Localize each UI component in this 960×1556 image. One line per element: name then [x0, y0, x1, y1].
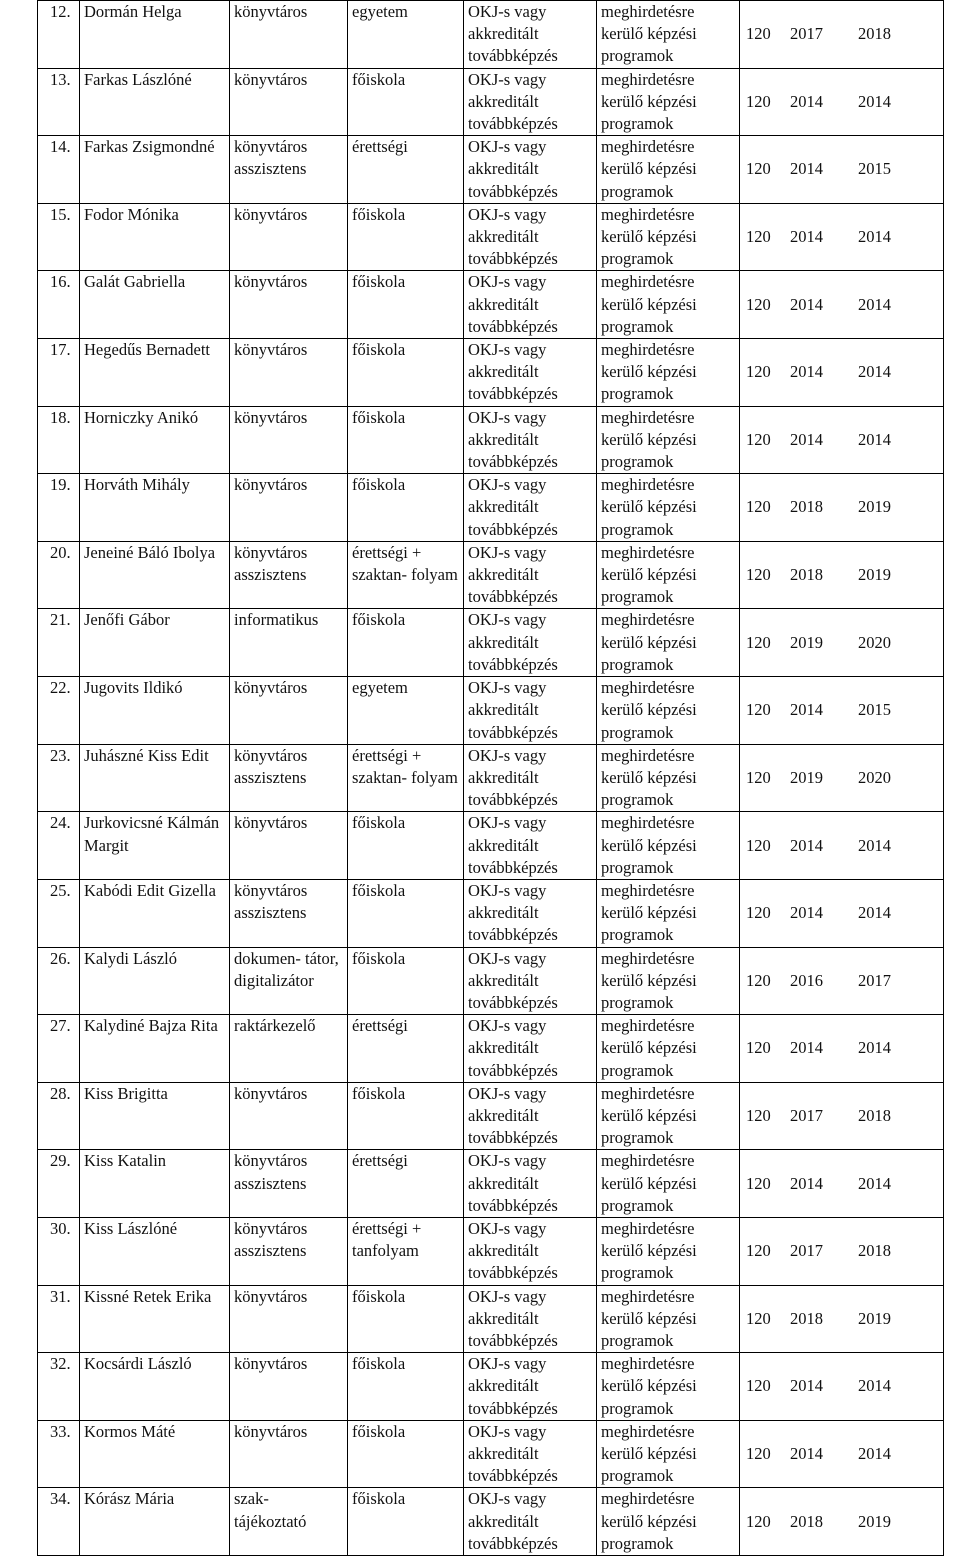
hours: 120: [746, 159, 771, 179]
employee-name: Kalydi László: [80, 947, 230, 1015]
employee-name: Farkas Lászlóné: [80, 68, 230, 136]
table-row: [38, 879, 944, 947]
education-level: főiskola: [348, 879, 464, 947]
program-type: meghirdetésre kerülő képzési programok: [597, 406, 740, 474]
row-number: 32.: [38, 1353, 80, 1421]
employee-name: Jurkovicsné Kálmán Margit: [80, 812, 230, 880]
hours: 120: [746, 497, 771, 517]
end-year: 2018: [858, 1105, 891, 1125]
training-type: OKJ-s vagy akkreditált továbbképzés: [464, 1150, 597, 1218]
start-year: 2014: [790, 1444, 823, 1463]
education-level: főiskola: [348, 271, 464, 339]
training-type: OKJ-s vagy akkreditált továbbképzés: [464, 1082, 597, 1150]
program-type: meghirdetésre kerülő képzési programok: [597, 203, 740, 271]
employee-name: Horváth Mihály: [80, 474, 230, 542]
end-year: 2014: [858, 1173, 891, 1193]
program-type: meghirdetésre kerülő képzési programok: [597, 1217, 740, 1285]
start-year: 2014: [790, 1376, 823, 1396]
row-number: 28.: [38, 1082, 80, 1150]
hours: 120: [746, 632, 771, 652]
hours: 120: [746, 767, 771, 787]
start-year: 2014: [790, 227, 823, 247]
education-level: főiskola: [348, 812, 464, 880]
start-year: 2014: [790, 91, 823, 111]
training-values: [740, 1217, 944, 1285]
job-title: könyvtáros: [230, 1082, 348, 1150]
education-level: főiskola: [348, 1285, 464, 1353]
start-year: 2014: [790, 159, 823, 179]
staff-training-table: [37, 0, 944, 1556]
education-level: főiskola: [348, 1488, 464, 1556]
employee-name: Kiss Katalin: [80, 1150, 230, 1218]
training-type: OKJ-s vagy akkreditált továbbképzés: [464, 1015, 597, 1083]
job-title: könyvtáros asszisztens: [230, 1217, 348, 1285]
job-title: dokumen- tátor, digitalizátor: [230, 947, 348, 1015]
training-type: OKJ-s vagy akkreditált továbbképzés: [464, 474, 597, 542]
employee-name: Horniczky Anikó: [80, 406, 230, 474]
employee-name: Kiss Lászlóné: [80, 1217, 230, 1285]
row-number: 24.: [38, 812, 80, 880]
hours: 120: [746, 835, 771, 855]
table-row: [38, 1420, 944, 1488]
training-values: [740, 1, 944, 69]
training-values: [740, 677, 944, 745]
hours: 120: [746, 24, 771, 44]
training-values: [740, 1353, 944, 1421]
table-row: [38, 1015, 944, 1083]
end-year: 2014: [858, 227, 891, 247]
hours: 120: [746, 91, 771, 111]
program-type: meghirdetésre kerülő képzési programok: [597, 68, 740, 136]
training-type: OKJ-s vagy akkreditált továbbképzés: [464, 68, 597, 136]
end-year: 2014: [858, 835, 891, 855]
table-row: [38, 1353, 944, 1421]
end-year: 2014: [858, 903, 891, 923]
employee-name: Kiss Brigitta: [80, 1082, 230, 1150]
job-title: könyvtáros: [230, 474, 348, 542]
job-title: könyvtáros asszisztens: [230, 879, 348, 947]
program-type: meghirdetésre kerülő képzési programok: [597, 1082, 740, 1150]
end-year: 2019: [858, 1511, 891, 1531]
training-values: [740, 1150, 944, 1218]
row-number: 18.: [38, 406, 80, 474]
job-title: könyvtáros: [230, 1420, 348, 1488]
program-type: meghirdetésre kerülő képzési programok: [597, 1420, 740, 1488]
employee-name: Kalydiné Bajza Rita: [80, 1015, 230, 1083]
end-year: 2014: [858, 294, 891, 314]
employee-name: Juhászné Kiss Edit: [80, 744, 230, 812]
row-number: 30.: [38, 1217, 80, 1285]
training-type: OKJ-s vagy akkreditált továbbképzés: [464, 677, 597, 745]
training-type: OKJ-s vagy akkreditált továbbképzés: [464, 136, 597, 204]
hours: 120: [746, 903, 771, 923]
row-number: 21.: [38, 609, 80, 677]
education-level: érettségi: [348, 1150, 464, 1218]
start-year: 2016: [790, 970, 823, 990]
table-row: [38, 1217, 944, 1285]
row-number: 13.: [38, 68, 80, 136]
hours: 120: [746, 1038, 771, 1058]
training-values: [740, 474, 944, 542]
education-level: főiskola: [348, 406, 464, 474]
job-title: könyvtáros: [230, 68, 348, 136]
job-title: könyvtáros: [230, 339, 348, 407]
start-year: 2018: [790, 1511, 823, 1531]
training-type: OKJ-s vagy akkreditált továbbképzés: [464, 203, 597, 271]
hours: 120: [746, 565, 771, 585]
program-type: meghirdetésre kerülő képzési programok: [597, 1285, 740, 1353]
training-type: OKJ-s vagy akkreditált továbbképzés: [464, 812, 597, 880]
job-title: szak- tájékoztató: [230, 1488, 348, 1556]
training-values: [740, 1285, 944, 1353]
job-title: könyvtáros asszisztens: [230, 541, 348, 609]
end-year: 2020: [858, 632, 891, 652]
table-row: [38, 812, 944, 880]
row-number: 31.: [38, 1285, 80, 1353]
training-values: [740, 339, 944, 407]
training-values: [740, 609, 944, 677]
education-level: főiskola: [348, 609, 464, 677]
end-year: 2014: [858, 362, 891, 382]
end-year: 2017: [858, 970, 891, 990]
employee-name: Farkas Zsigmondné: [80, 136, 230, 204]
table-row: [38, 406, 944, 474]
end-year: 2018: [858, 1241, 891, 1261]
education-level: főiskola: [348, 1082, 464, 1150]
table-row: [38, 1150, 944, 1218]
job-title: könyvtáros asszisztens: [230, 1150, 348, 1218]
start-year: 2018: [790, 1308, 823, 1328]
table-row: [38, 339, 944, 407]
employee-name: Hegedűs Bernadett: [80, 339, 230, 407]
program-type: meghirdetésre kerülő képzési programok: [597, 1015, 740, 1083]
program-type: meghirdetésre kerülő képzési programok: [597, 744, 740, 812]
hours: 120: [746, 1308, 771, 1328]
program-type: meghirdetésre kerülő képzési programok: [597, 1488, 740, 1556]
table-row: [38, 271, 944, 339]
education-level: érettségi: [348, 1015, 464, 1083]
end-year: 2014: [858, 1444, 891, 1463]
start-year: 2018: [790, 497, 823, 517]
program-type: meghirdetésre kerülő képzési programok: [597, 271, 740, 339]
end-year: 2019: [858, 565, 891, 585]
program-type: meghirdetésre kerülő képzési programok: [597, 1, 740, 69]
end-year: 2014: [858, 1376, 891, 1396]
employee-name: Kormos Máté: [80, 1420, 230, 1488]
training-values: [740, 1420, 944, 1488]
hours: 120: [746, 1173, 771, 1193]
training-values: [740, 203, 944, 271]
start-year: 2017: [790, 1105, 823, 1125]
table-row: [38, 947, 944, 1015]
start-year: 2014: [790, 1038, 823, 1058]
table-row: [38, 1488, 944, 1556]
start-year: 2014: [790, 1173, 823, 1193]
training-type: OKJ-s vagy akkreditált továbbképzés: [464, 1488, 597, 1556]
hours: 120: [746, 429, 771, 449]
training-values: [740, 406, 944, 474]
hours: 120: [746, 700, 771, 720]
education-level: főiskola: [348, 68, 464, 136]
row-number: 29.: [38, 1150, 80, 1218]
employee-name: Fodor Mónika: [80, 203, 230, 271]
training-type: OKJ-s vagy akkreditált továbbképzés: [464, 744, 597, 812]
hours: 120: [746, 1105, 771, 1125]
education-level: egyetem: [348, 677, 464, 745]
education-level: érettségi + tanfolyam: [348, 1217, 464, 1285]
job-title: könyvtáros: [230, 1285, 348, 1353]
training-type: OKJ-s vagy akkreditált továbbképzés: [464, 1285, 597, 1353]
hours: 120: [746, 1241, 771, 1261]
employee-name: Jenőfi Gábor: [80, 609, 230, 677]
training-type: OKJ-s vagy akkreditált továbbképzés: [464, 339, 597, 407]
education-level: főiskola: [348, 1353, 464, 1421]
program-type: meghirdetésre kerülő képzési programok: [597, 609, 740, 677]
training-values: [740, 68, 944, 136]
job-title: könyvtáros: [230, 271, 348, 339]
row-number: 23.: [38, 744, 80, 812]
table-row: [38, 1082, 944, 1150]
start-year: 2014: [790, 700, 823, 720]
row-number: 25.: [38, 879, 80, 947]
training-values: [740, 1082, 944, 1150]
training-values: [740, 541, 944, 609]
education-level: érettségi + szaktan- folyam: [348, 541, 464, 609]
start-year: 2014: [790, 429, 823, 449]
training-type: OKJ-s vagy akkreditált továbbképzés: [464, 947, 597, 1015]
training-type: OKJ-s vagy akkreditált továbbképzés: [464, 406, 597, 474]
education-level: főiskola: [348, 474, 464, 542]
program-type: meghirdetésre kerülő képzési programok: [597, 541, 740, 609]
training-values: [740, 1015, 944, 1083]
start-year: 2019: [790, 767, 823, 787]
job-title: könyvtáros asszisztens: [230, 136, 348, 204]
start-year: 2014: [790, 294, 823, 314]
training-type: OKJ-s vagy akkreditált továbbképzés: [464, 1, 597, 69]
education-level: főiskola: [348, 947, 464, 1015]
end-year: 2018: [858, 24, 891, 44]
start-year: 2014: [790, 835, 823, 855]
start-year: 2014: [790, 362, 823, 382]
table-row: [38, 609, 944, 677]
start-year: 2017: [790, 1241, 823, 1261]
start-year: 2017: [790, 24, 823, 44]
education-level: főiskola: [348, 203, 464, 271]
program-type: meghirdetésre kerülő képzési programok: [597, 677, 740, 745]
end-year: 2020: [858, 767, 891, 787]
row-number: 15.: [38, 203, 80, 271]
start-year: 2019: [790, 632, 823, 652]
table-row: [38, 541, 944, 609]
end-year: 2019: [858, 1308, 891, 1328]
training-type: OKJ-s vagy akkreditált továbbképzés: [464, 609, 597, 677]
employee-name: Jugovits Ildikó: [80, 677, 230, 745]
training-values: [740, 1488, 944, 1556]
end-year: 2015: [858, 700, 891, 720]
training-values: [740, 947, 944, 1015]
row-number: 17.: [38, 339, 80, 407]
education-level: érettségi: [348, 136, 464, 204]
row-number: 33.: [38, 1420, 80, 1488]
end-year: 2015: [858, 159, 891, 179]
employee-name: Kissné Retek Erika: [80, 1285, 230, 1353]
training-type: OKJ-s vagy akkreditált továbbképzés: [464, 1217, 597, 1285]
training-values: [740, 136, 944, 204]
training-values: [740, 879, 944, 947]
row-number: 12.: [38, 1, 80, 69]
hours: 120: [746, 294, 771, 314]
employee-name: Kocsárdi László: [80, 1353, 230, 1421]
job-title: könyvtáros: [230, 203, 348, 271]
training-values: [740, 812, 944, 880]
table-row: [38, 1285, 944, 1353]
row-number: 34.: [38, 1488, 80, 1556]
training-type: OKJ-s vagy akkreditált továbbképzés: [464, 879, 597, 947]
training-values: [740, 271, 944, 339]
program-type: meghirdetésre kerülő képzési programok: [597, 879, 740, 947]
end-year: 2014: [858, 91, 891, 111]
end-year: 2014: [858, 1038, 891, 1058]
job-title: könyvtáros: [230, 812, 348, 880]
job-title: raktárkezelő: [230, 1015, 348, 1083]
hours: 120: [746, 970, 771, 990]
job-title: könyvtáros: [230, 1353, 348, 1421]
education-level: egyetem: [348, 1, 464, 69]
education-level: főiskola: [348, 1420, 464, 1488]
program-type: meghirdetésre kerülő képzési programok: [597, 474, 740, 542]
job-title: könyvtáros: [230, 1, 348, 69]
employee-name: Kabódi Edit Gizella: [80, 879, 230, 947]
end-year: 2019: [858, 497, 891, 517]
start-year: 2018: [790, 565, 823, 585]
employee-name: Jeneiné Báló Ibolya: [80, 541, 230, 609]
employee-name: Kórász Mária: [80, 1488, 230, 1556]
table-row: [38, 744, 944, 812]
employee-name: Galát Gabriella: [80, 271, 230, 339]
job-title: informatikus: [230, 609, 348, 677]
hours: 120: [746, 362, 771, 382]
hours: 120: [746, 1444, 771, 1463]
hours: 120: [746, 227, 771, 247]
hours: 120: [746, 1376, 771, 1396]
row-number: 26.: [38, 947, 80, 1015]
program-type: meghirdetésre kerülő képzési programok: [597, 339, 740, 407]
training-type: OKJ-s vagy akkreditált továbbképzés: [464, 541, 597, 609]
employee-name: Dormán Helga: [80, 1, 230, 69]
program-type: meghirdetésre kerülő képzési programok: [597, 812, 740, 880]
education-level: érettségi + szaktan- folyam: [348, 744, 464, 812]
row-number: 22.: [38, 677, 80, 745]
program-type: meghirdetésre kerülő képzési programok: [597, 1150, 740, 1218]
training-type: OKJ-s vagy akkreditált továbbképzés: [464, 1353, 597, 1421]
program-type: meghirdetésre kerülő képzési programok: [597, 136, 740, 204]
row-number: 19.: [38, 474, 80, 542]
table-row: [38, 677, 944, 745]
training-type: OKJ-s vagy akkreditált továbbképzés: [464, 1420, 597, 1488]
training-values: [740, 744, 944, 812]
program-type: meghirdetésre kerülő képzési programok: [597, 947, 740, 1015]
row-number: 20.: [38, 541, 80, 609]
row-number: 14.: [38, 136, 80, 204]
end-year: 2014: [858, 429, 891, 449]
training-type: OKJ-s vagy akkreditált továbbképzés: [464, 271, 597, 339]
job-title: könyvtáros: [230, 677, 348, 745]
row-number: 16.: [38, 271, 80, 339]
table-row: [38, 474, 944, 542]
table-row: [38, 136, 944, 204]
row-number: 27.: [38, 1015, 80, 1083]
job-title: könyvtáros asszisztens: [230, 744, 348, 812]
table-row: [38, 1, 944, 69]
job-title: könyvtáros: [230, 406, 348, 474]
start-year: 2014: [790, 903, 823, 923]
hours: 120: [746, 1511, 771, 1531]
table-row: [38, 203, 944, 271]
education-level: főiskola: [348, 339, 464, 407]
table-row: [38, 68, 944, 136]
program-type: meghirdetésre kerülő képzési programok: [597, 1353, 740, 1421]
